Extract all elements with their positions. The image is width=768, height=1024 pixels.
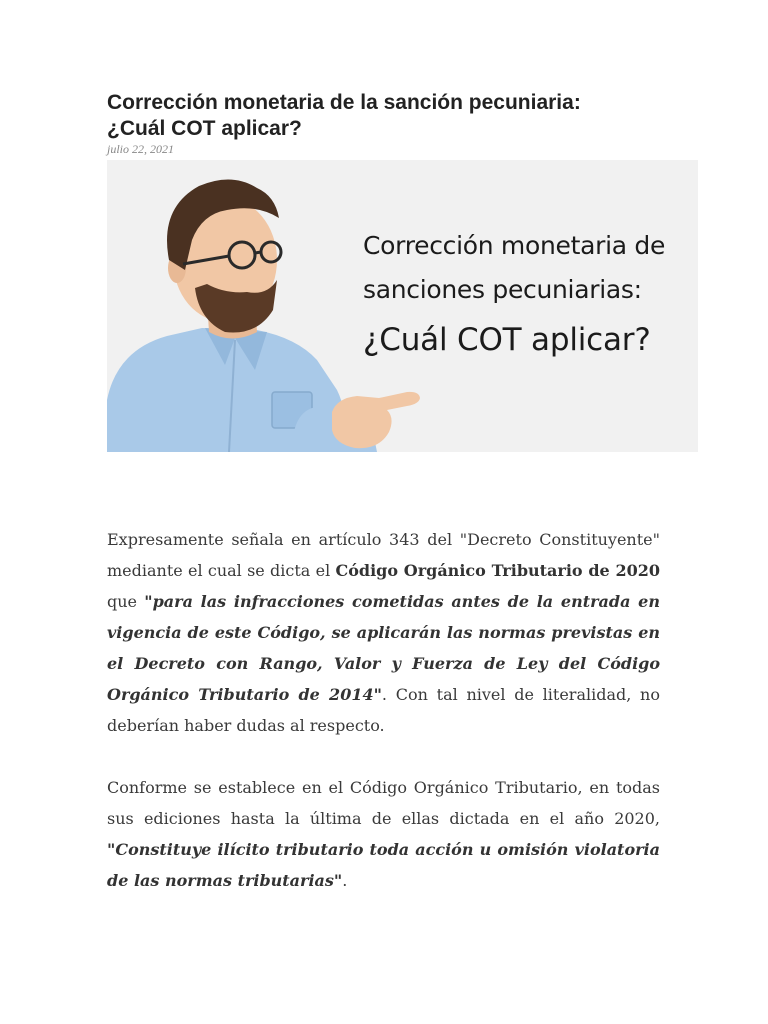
hand-shape	[332, 392, 420, 448]
hero-line-2: sanciones pecuniarias:	[363, 275, 642, 304]
article-title	[107, 90, 660, 142]
p2-quote: "Constituye ilícito tributario toda acción u omisión violatoria de las normas tributarias"	[107, 840, 660, 890]
p2-text-2: .	[342, 871, 348, 890]
p1-text-3: . Con tal nivel de literalidad, no deberían haber dudas al respecto.	[107, 685, 660, 735]
article-header	[107, 90, 660, 156]
hero-line-3: ¿Cuál COT aplicar?	[363, 322, 651, 358]
p1-text-2: que	[107, 592, 145, 611]
glasses-bridge	[255, 252, 261, 253]
hero-image	[107, 160, 698, 452]
p1-quote: "para las infracciones cometidas antes de la entrada en vigencia de este Código, se aplicarán las normas previstas en el Decreto con Rango, Valor y Fuerza de Ley del Código Orgánico Tributario de 2014"	[107, 592, 660, 704]
p2-text-1: Conforme se establece en el Código Orgánico Tributario, en todas sus ediciones hasta la última de ellas dictada en el año 2020,	[107, 778, 660, 828]
hero-line-1: Corrección monetaria de	[363, 231, 666, 260]
paragraph-1	[107, 524, 660, 741]
p1-text-1: Expresamente señala en artículo 343 del "Decreto Constituyente" mediante el cual se dicta el	[107, 530, 660, 580]
title-line-1: Corrección monetaria de la sanción pecuniaria:	[107, 91, 581, 114]
post-date: julio 22, 2021	[107, 142, 175, 156]
title-line-2: ¿Cuál COT aplicar?	[107, 117, 302, 140]
hero-caption	[363, 224, 665, 364]
p1-bold-cot-2020: Código Orgánico Tributario de 2020	[335, 561, 660, 580]
article-body	[107, 524, 660, 927]
paragraph-2	[107, 772, 660, 896]
